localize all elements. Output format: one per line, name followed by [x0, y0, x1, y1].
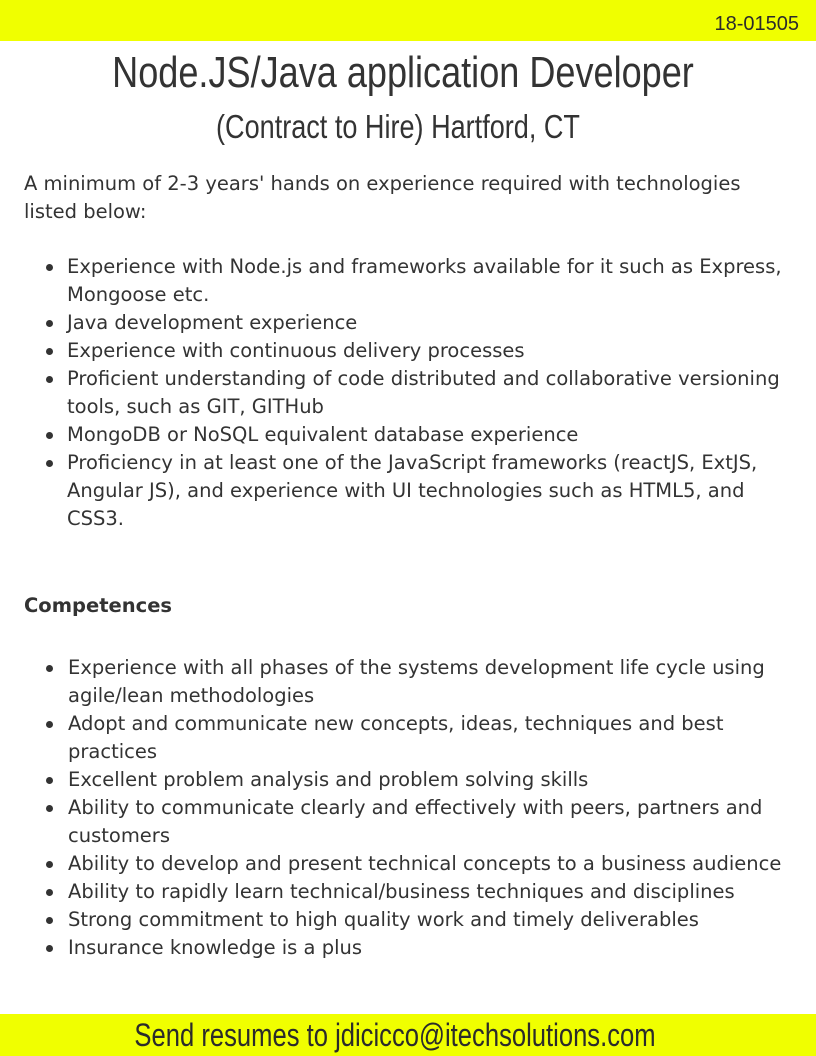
list-item: Adopt and communicate new concepts, ideas, techniques and best practices — [24, 710, 794, 766]
list-item: Experience with Node.js and frameworks available for it such as Express, Mongoose etc. — [24, 253, 794, 309]
list-item: Proficient understanding of code distributed and collaborative versioning tools, such as GIT, GITHub — [24, 365, 794, 421]
top-banner — [0, 0, 816, 41]
list-item: Ability to develop and present technical concepts to a business audience — [24, 850, 794, 878]
contact-line: Send resumes to jdicicco@itechsolutions.com — [134, 1017, 656, 1053]
list-item: Experience with all phases of the systems development life cycle using agile/lean methodologies — [24, 654, 794, 710]
list-item: Ability to communicate clearly and effectively with peers, partners and customers — [24, 794, 794, 850]
list-item: Insurance knowledge is a plus — [24, 934, 794, 962]
job-id: 18-01505 — [714, 13, 799, 35]
list-item: Proficiency in at least one of the JavaScript frameworks (reactJS, ExtJS, Angular JS), and experience with UI technologies such as HTML5, and CSS3. — [24, 449, 794, 533]
list-item: Excellent problem analysis and problem solving skills — [24, 766, 794, 794]
list-item: Strong commitment to high quality work and timely deliverables — [24, 906, 794, 934]
skills-list — [24, 253, 794, 533]
intro-text: A minimum of 2-3 years' hands on experience required with technologies listed below: — [24, 172, 741, 223]
competences-list — [24, 654, 794, 962]
job-description — [24, 170, 794, 962]
list-item: Java development experience — [24, 309, 794, 337]
list-item: MongoDB or NoSQL equivalent database experience — [24, 421, 794, 449]
job-subtitle: (Contract to Hire) Hartford, CT — [216, 108, 580, 145]
job-title: Node.JS/Java application Developer — [112, 48, 694, 97]
list-item: Experience with continuous delivery processes — [24, 337, 794, 365]
list-item: Ability to rapidly learn technical/business techniques and disciplines — [24, 878, 794, 906]
competences-heading: Competences — [24, 594, 173, 617]
